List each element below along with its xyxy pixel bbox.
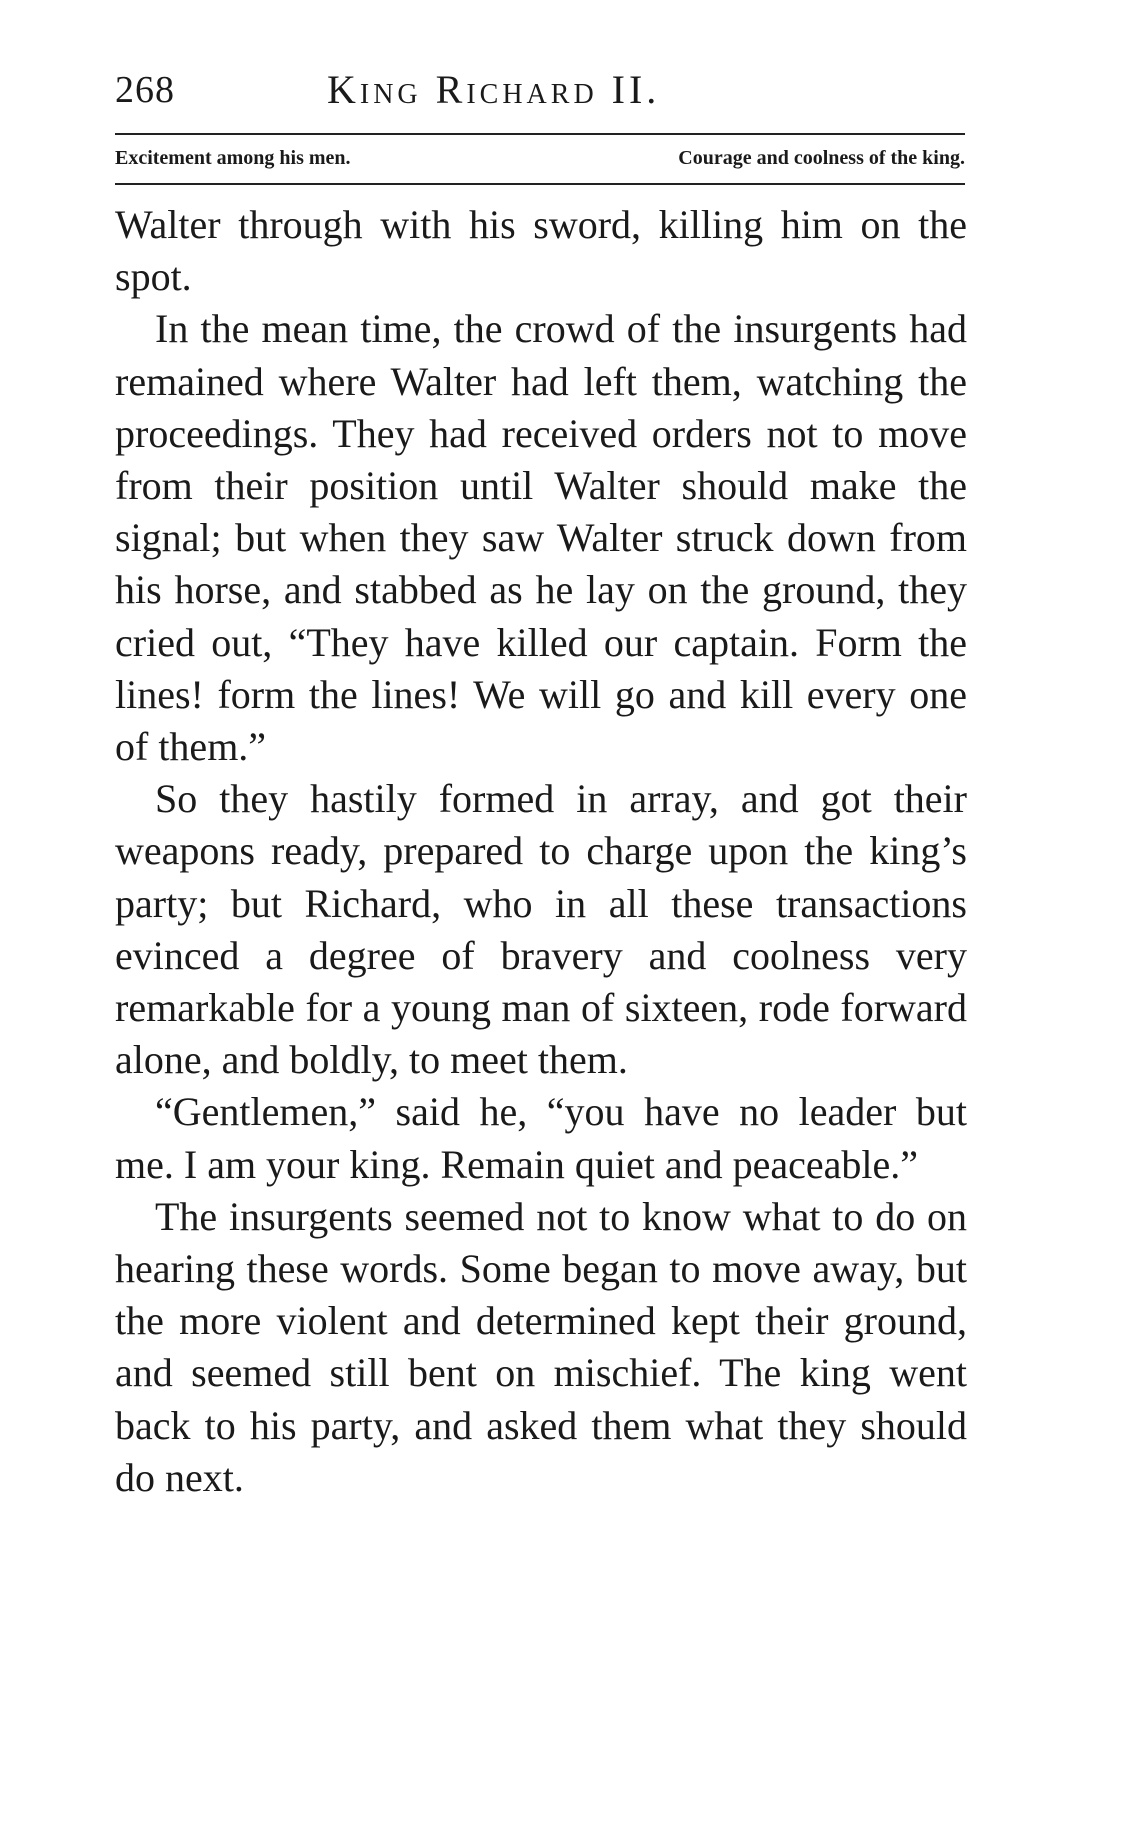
sidenote-right: Courage and coolness of the king. bbox=[678, 147, 965, 169]
header-rule-bottom bbox=[115, 183, 965, 185]
header-rule-top bbox=[115, 133, 965, 135]
body-text bbox=[115, 199, 967, 1504]
page-number: 268 bbox=[115, 69, 175, 111]
paragraph: In the mean time, the crowd of the insurgents had remained where Walter had left them, watching the proceedings. They had received orders not to move from their position until Walter should make the signal; but when they saw Walter struck down from his horse, and stabbed as he lay on the ground, they cried out, “They have killed our captain. Form the lines! form the lines! We will go and kill every one of them.” bbox=[115, 306, 967, 770]
paragraph: So they hastily formed in array, and got their weapons ready, prepared to charge upon the king’s party; but Richard, who in all these transactions evinced a degree of bravery and coolness very remarkable for a young man of sixteen, rode forward alone, and boldly, to meet them. bbox=[115, 776, 967, 1083]
paragraph-continuation: Walter through with his sword, killing him on the spot. bbox=[115, 202, 967, 300]
running-head bbox=[115, 60, 965, 120]
paragraph: The insurgents seemed not to know what to do on hearing these words. Some began to move away, but the more violent and determined kept their ground, and seemed still bent on mischief. The king went back to his party, and asked them what they should do next. bbox=[115, 1193, 967, 1500]
paragraph: “Gentlemen,” said he, “you have no leader but me. I am your king. Remain quiet and peaceable.” bbox=[115, 1089, 967, 1187]
book-title: King Richard II. bbox=[327, 67, 661, 112]
sidenote-left: Excitement among his men. bbox=[115, 147, 351, 169]
